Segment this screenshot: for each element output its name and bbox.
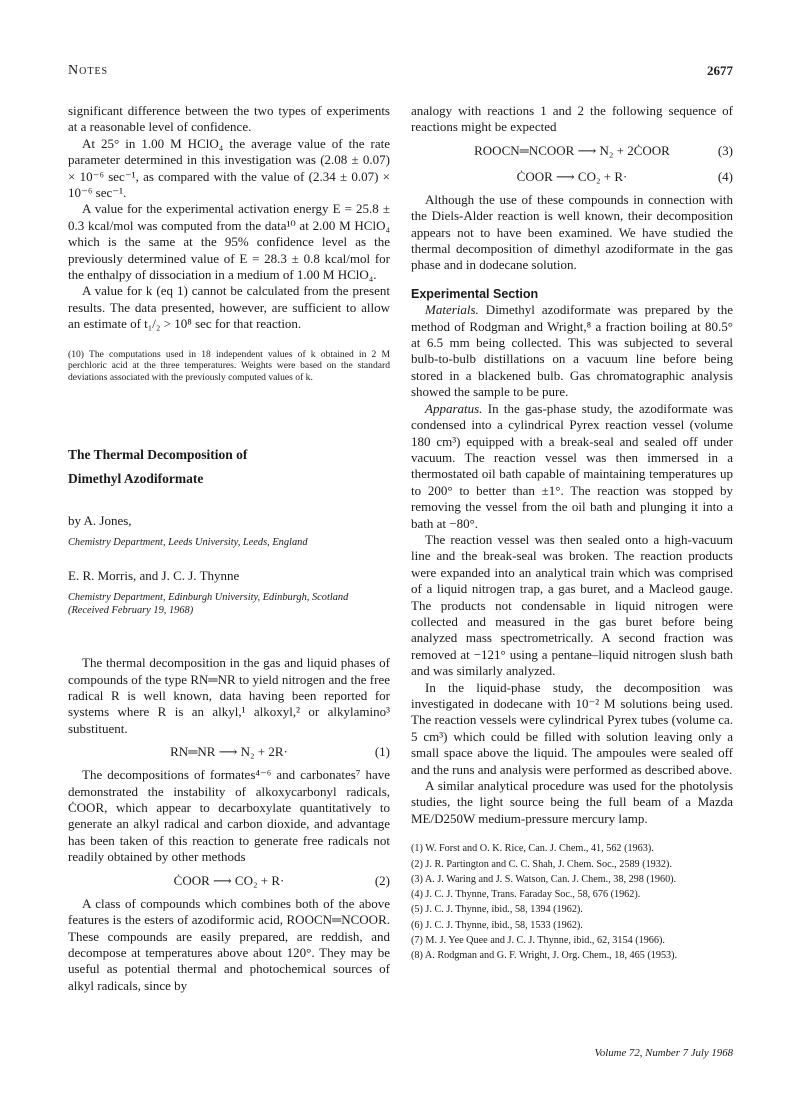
affiliation-1: Chemistry Department, Leeds University, Leeds, England xyxy=(68,537,308,549)
section-header: Notes xyxy=(68,63,109,78)
materials-text: Dimethyl azodiformate was prepared by the method of Rodgman and Wright,⁸ a fraction boiling at 80.5° at 6.5 mm being collected. This was subjected to several bulb-to-bulb distillations on a vacuum line before being stored in a blackened bulb. Gas chromatographic analysis showed the sample to be pure. xyxy=(411,302,733,400)
reference-7: (7) M. J. Yee Quee and J. C. J. Thynne, ibid., 62, 3154 (1966). xyxy=(411,935,665,947)
paragraph-apparatus xyxy=(411,401,733,532)
paragraph-although: Although the use of these compounds in connection with the Diels-Alder reaction is well known, their decomposition appears not to have been examined. We have studied the thermal decomposition of dimethyl azodiformate in the gas phase and in dodecane solution. xyxy=(411,191,733,273)
paragraph-photolysis: A similar analytical procedure was used for the photolysis studies, the light source being the full beam of a Mazda ME/D250W medium-pressure mercury lamp. xyxy=(411,778,733,826)
paragraph-k-value: A value for k (eq 1) cannot be calculated from the present results. The data presented, however, are sufficient to allow an estimate of t₁/₂ > 10⁸ sec for that reaction. xyxy=(68,283,390,332)
paragraph-liquid-phase: In the liquid-phase study, the decomposition was investigated in dodecane with 10⁻² M solutions being used. The reaction vessels were cylindrical Pyrex tubes (volume ca. 5 cm³) which could be filled with solution leaving only a small space above the liquid. The ampoules were sealed off and the runs and analysis were performed as described above. xyxy=(411,679,733,777)
equation-3-number: (3) xyxy=(717,142,733,158)
section-heading: Experimental Section xyxy=(411,286,539,301)
left-column xyxy=(68,103,390,994)
running-head xyxy=(68,63,733,83)
references xyxy=(411,841,733,963)
paragraph-intro: The thermal decomposition in the gas and liquid phases of compounds of the type RN═NR to yield nitrogen and the free radical R is well known, data having been reported for systems where R is an alkyl,¹ alkoxyl,² or alkylamino³ substituent. xyxy=(68,655,390,736)
apparatus-label: Apparatus. xyxy=(425,400,483,416)
equation-2 xyxy=(68,870,390,892)
journal-volume-footer: Volume 72, Number 7 July 1968 xyxy=(594,1047,733,1059)
equation-1 xyxy=(68,741,390,763)
equation-4-body: ĊOOR ⟶ CO₂ + R· xyxy=(516,168,628,184)
equation-1-number: (1) xyxy=(374,744,390,760)
paragraph-continuation: significant difference between the two types of experiments at a reasonable level of confidence. xyxy=(68,103,390,135)
paragraph-materials xyxy=(411,302,733,400)
reference-3: (3) A. J. Waring and J. S. Watson, Can. J. Chem., 38, 298 (1960). xyxy=(411,873,677,885)
affiliation-2: Chemistry Department, Edinburgh University, Edinburgh, Scotland xyxy=(68,592,349,604)
paragraph-activation-energy: A value for the experimental activation energy E = 25.8 ± 0.3 kcal/mol was computed from the data¹⁰ at 2.00 M HClO₄ which is the same at the 95% confidence level as the previously determined value of E = 28.3 ± 0.8 kcal/mol for the enthalpy of dissociation in a medium of 1.00 M HClO₄. xyxy=(68,201,390,283)
right-column xyxy=(411,103,733,964)
author-2: E. R. Morris, and J. C. J. Thynne xyxy=(68,567,240,583)
title-line-2: Dimethyl Azodiformate xyxy=(68,470,204,486)
paragraph-formates: The decompositions of formates⁴⁻⁶ and carbonates⁷ have demonstrated the instability of alkoxycarbonyl radicals, ĊOOR, which appear to decarboxylate quantitatively to generate an alkyl radical and carbon dioxide, and advantage has been taken of this reaction to generate free radicals not readily obtained by other methods xyxy=(68,767,390,865)
paragraph-vessel: The reaction vessel was then sealed onto a high-vacuum line and the break-seal was broken. The reaction products were expanded into an analytical train which was comprised of a liquid nitrogen trap, a gas buret, and a Macleod gauge. The products not condensable in liquid nitrogen were collected and measured in the gas buret before being analyzed mass spectrometrically. A second fraction was removed at −121° using a pentane–liquid nitrogen slush bath and was similarly analyzed. xyxy=(411,531,733,679)
reference-6: (6) J. C. J. Thynne, ibid., 58, 1533 (1962). xyxy=(411,919,583,931)
author-1: by A. Jones, xyxy=(68,512,132,528)
reference-1: (1) W. Forst and O. K. Rice, Can. J. Chem., 41, 562 (1963). xyxy=(411,843,654,855)
equation-1-body: RN═NR ⟶ N₂ + 2R· xyxy=(170,744,288,760)
equation-3 xyxy=(411,140,733,162)
paragraph-rate-parameter: At 25° in 1.00 M HClO₄ the average value of the rate parameter determined in this investigation was (2.08 ± 0.07) × 10⁻⁶ sec⁻¹, as compared with the value of (2.34 ± 0.07) × 10⁻⁶ sec⁻¹. xyxy=(68,135,390,201)
equation-3-body: ROOCN═NCOOR ⟶ N₂ + 2ĊOOR xyxy=(474,142,670,158)
equation-2-number: (2) xyxy=(374,872,390,888)
paragraph-compound-class: A class of compounds which combines both of the above features is the esters of azodiformic acid, ROOCN═NCOOR. These compounds are easily prepared, are reddish, and decompose at temperatures above about 120°. They may be useful as potential thermal and photochemical sources of alkyl radicals, since by xyxy=(68,895,390,993)
footnote-10: (10) The computations used in 18 independent values of k obtained in 2 M perchloric acid at the three temperatures. Weights were based on the standard deviations associated with the previously computed values of k. xyxy=(68,348,390,383)
equation-2-body: ĊOOR ⟶ CO₂ + R· xyxy=(173,872,285,888)
equation-4-number: (4) xyxy=(717,168,733,184)
reference-4: (4) J. C. J. Thynne, Trans. Faraday Soc., 58, 676 (1962). xyxy=(411,889,641,901)
article-title xyxy=(68,443,390,491)
equation-4 xyxy=(411,166,733,188)
received-date: (Received February 19, 1968) xyxy=(68,604,194,616)
title-line-1: The Thermal Decomposition of xyxy=(68,446,248,462)
reference-2: (2) J. R. Partington and C. C. Shah, J. Chem. Soc., 2589 (1932). xyxy=(411,858,672,870)
page-number: 2677 xyxy=(707,63,733,78)
materials-label: Materials. xyxy=(425,302,479,318)
paragraph-analogy: analogy with reactions 1 and 2 the following sequence of reactions might be expected xyxy=(411,103,733,135)
reference-8: (8) A. Rodgman and G. F. Wright, J. Org. Chem., 18, 465 (1953). xyxy=(411,950,678,962)
apparatus-text: In the gas-phase study, the azodiformate was condensed into a cylindrical Pyrex reaction vessel (volume 180 cm³) equipped with a break-seal and sealed off under vacuum. The reaction vessel was then immersed in a thermostated oil bath capable of maintaining temperatures up to 200° to better than ±1°. The reaction was stopped by removing the vessel from the oil bath and plunging it into a bath at −80°. xyxy=(411,400,733,531)
reference-5: (5) J. C. J. Thynne, ibid., 58, 1394 (1962). xyxy=(411,904,583,916)
